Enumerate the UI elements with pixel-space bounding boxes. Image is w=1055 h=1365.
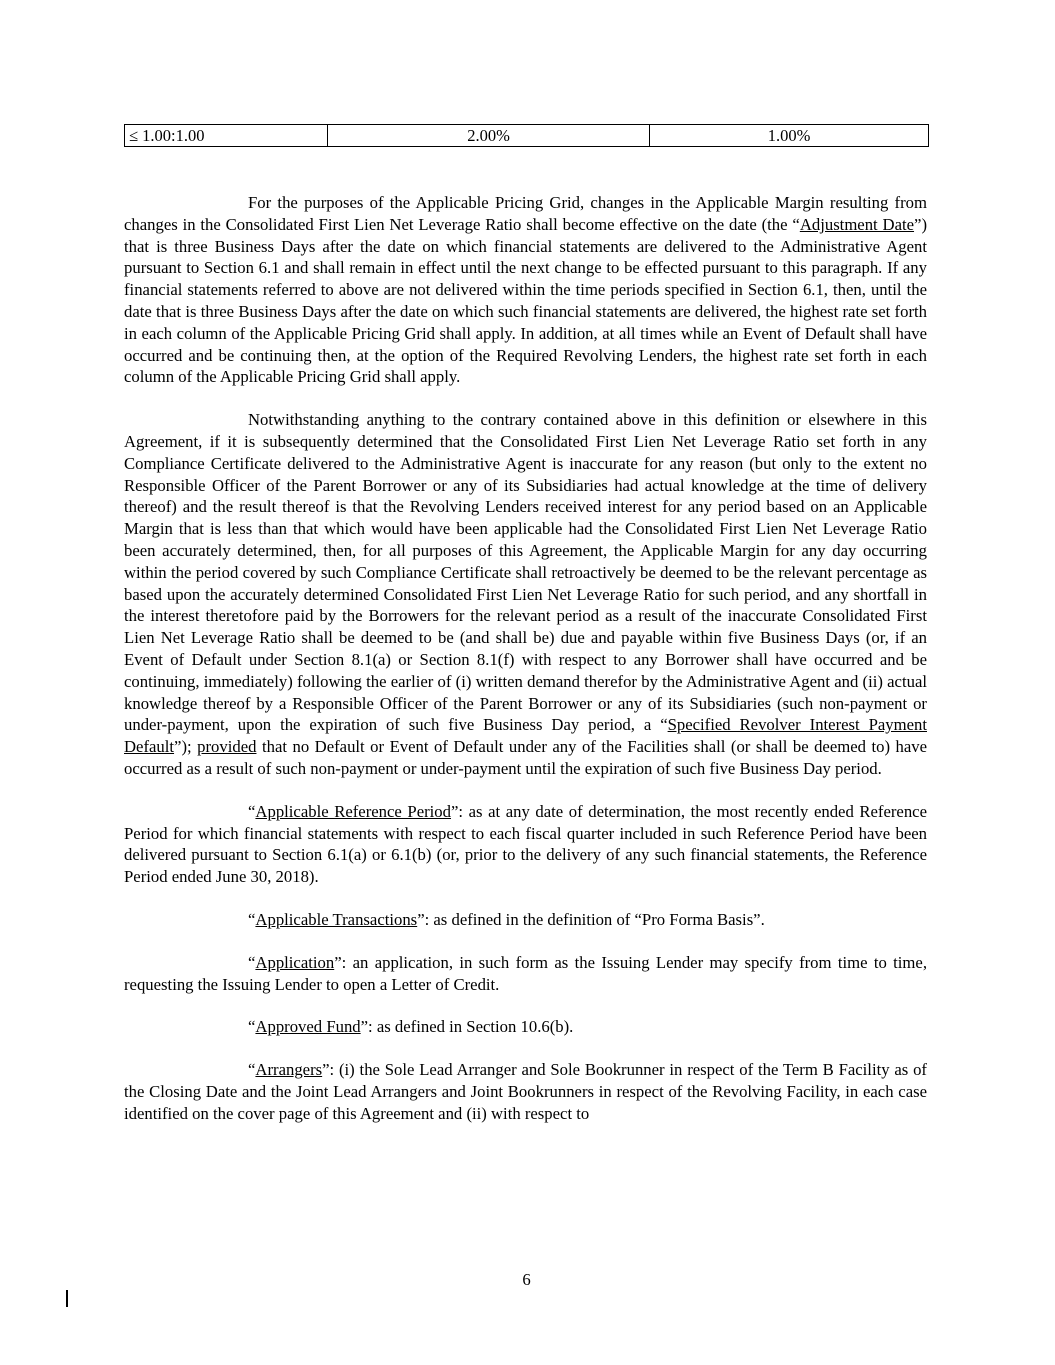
open-quote: “ xyxy=(248,952,256,972)
definition-text: ”: (i) the Sole Lead Arranger and Sole Bookrunner in respect of the Term B Facility as of the Closing Date and the Joint Lead Arrangers and Joint Bookrunners in respect of the Revolving Facility, in each case identified on the cover page of this Agreement and (ii) with respect to xyxy=(124,1060,927,1123)
definition-text: ”: an application, in such form as the Issuing Lender may specify from time to time, requesting the Issuing Lender to open a Letter of Credit. xyxy=(124,952,927,994)
paragraph-text: ”); xyxy=(174,737,198,757)
paragraph-text: that no Default or Event of Default under any of the Facilities shall (or shall be deemed to) have occurred as a result of such non-payment or under-payment until the expiration of such five Business Day period. xyxy=(124,737,927,778)
definition-arrangers xyxy=(124,1059,927,1124)
paragraph-text: ”) that is three Business Days after the date on which financial statements are delivered to the Administrative Agent pursuant to Section 6.1 and shall remain in effect until the next change to be effected pursuant to this paragraph. If any financial statements referred to above are not delivered within the time periods specified in Section 6.1, then, until the date that is three Business Days after the date on which such financial statements are delivered, the highest rate set forth in each column of the Applicable Pricing Grid shall apply. In addition, at all times while an Event of Default shall have occurred and be continuing then, at the option of the Required Revolving Lenders, the highest rate set forth in each column of the Applicable Pricing Grid shall apply. xyxy=(124,214,927,387)
change-bar xyxy=(66,1290,68,1307)
open-quote: “ xyxy=(248,909,256,929)
defined-term: Specified Revolver Interest Payment Default xyxy=(124,715,927,757)
defined-term: Approved Fund xyxy=(255,1017,361,1037)
definition-text: ”: as at any date of determination, the most recently ended Reference Period for which financial statements with respect to each fiscal quarter included in such Reference Period have been delivered pursuant to Section 6.1(a) or 6.1(b) (or, prior to the delivery of any such financial statements, the Reference Period ended June 30, 2018). xyxy=(124,801,928,887)
defined-term: Applicable Transactions xyxy=(255,909,418,929)
definition-applicable-reference-period xyxy=(124,801,927,888)
open-quote: “ xyxy=(248,1060,256,1080)
notwithstanding-paragraph xyxy=(124,409,927,780)
proviso-term: provided xyxy=(197,737,257,757)
definition-application xyxy=(124,952,927,996)
margin-cell: 2.00% xyxy=(328,125,650,147)
defined-term: Applicable Reference Period xyxy=(255,801,451,821)
definition-text: ”: as defined in Section 10.6(b). xyxy=(360,1017,574,1037)
pricing-grid-paragraph xyxy=(124,192,927,388)
definition-applicable-transactions xyxy=(124,909,927,931)
open-quote: “ xyxy=(248,1017,256,1037)
defined-term: Adjustment Date xyxy=(799,214,915,234)
pricing-grid-table xyxy=(124,124,929,147)
paragraph-text: For the purposes of the Applicable Pricing Grid, changes in the Applicable Margin resulting from changes in the Consolidated First Lien Net Leverage Ratio shall become effective on the date (the “ xyxy=(124,193,927,234)
open-quote: “ xyxy=(248,801,256,821)
defined-term: Application xyxy=(255,952,335,972)
definition-approved-fund xyxy=(124,1016,927,1038)
paragraph-text: Notwithstanding anything to the contrary contained above in this definition or elsewhere in this Agreement, if it is subsequently determined that the Consolidated First Lien Net Leverage Ratio set forth in any Compliance Certificate delivered to the Administrative Agent is inaccurate for any reason (but only to the extent no Responsible Officer of the Parent Borrower or any of its Subsidiaries had actual knowledge at the time of delivery thereof) and the result thereof is that the Revolving Lenders received interest for any period based on an Applicable Margin that is less than that which would have been applicable had the Consolidated First Lien Net Leverage Ratio been accurately determined, then, for all purposes of this Agreement, the Applicable Margin for any day occurring within the period covered by such Compliance Certificate shall retroactively be deemed to be the relevant percentage as based upon the accurately determined Consolidated First Lien Net Leverage Ratio for such period, and any shortfall in the interest theretofore paid by the Borrowers for the relevant period as a result of the inaccurate Consolidated First Lien Net Leverage Ratio shall be deemed to be (and shall be) due and payable within five Business Days (or, if an Event of Default under Section 8.1(a) or Section 8.1(f) with respect to any Borrower shall have occurred and be continuing, immediately) following the earlier of (i) written demand therefor by the Administrative Agent and (ii) actual knowledge thereof by a Responsible Officer of the Parent Borrower or any of its Subsidiaries (such non-payment or under-payment, upon the expiration of such five Business Day period, a “ xyxy=(124,410,927,735)
table-row xyxy=(125,125,929,147)
defined-term: Arrangers xyxy=(255,1060,323,1080)
document-body xyxy=(124,192,927,1145)
page-number: 6 xyxy=(522,1270,531,1289)
ratio-cell: ≤ 1.00:1.00 xyxy=(125,125,328,147)
margin-cell: 1.00% xyxy=(650,125,929,147)
definition-text: ”: as defined in the definition of “Pro Forma Basis”. xyxy=(417,909,765,929)
